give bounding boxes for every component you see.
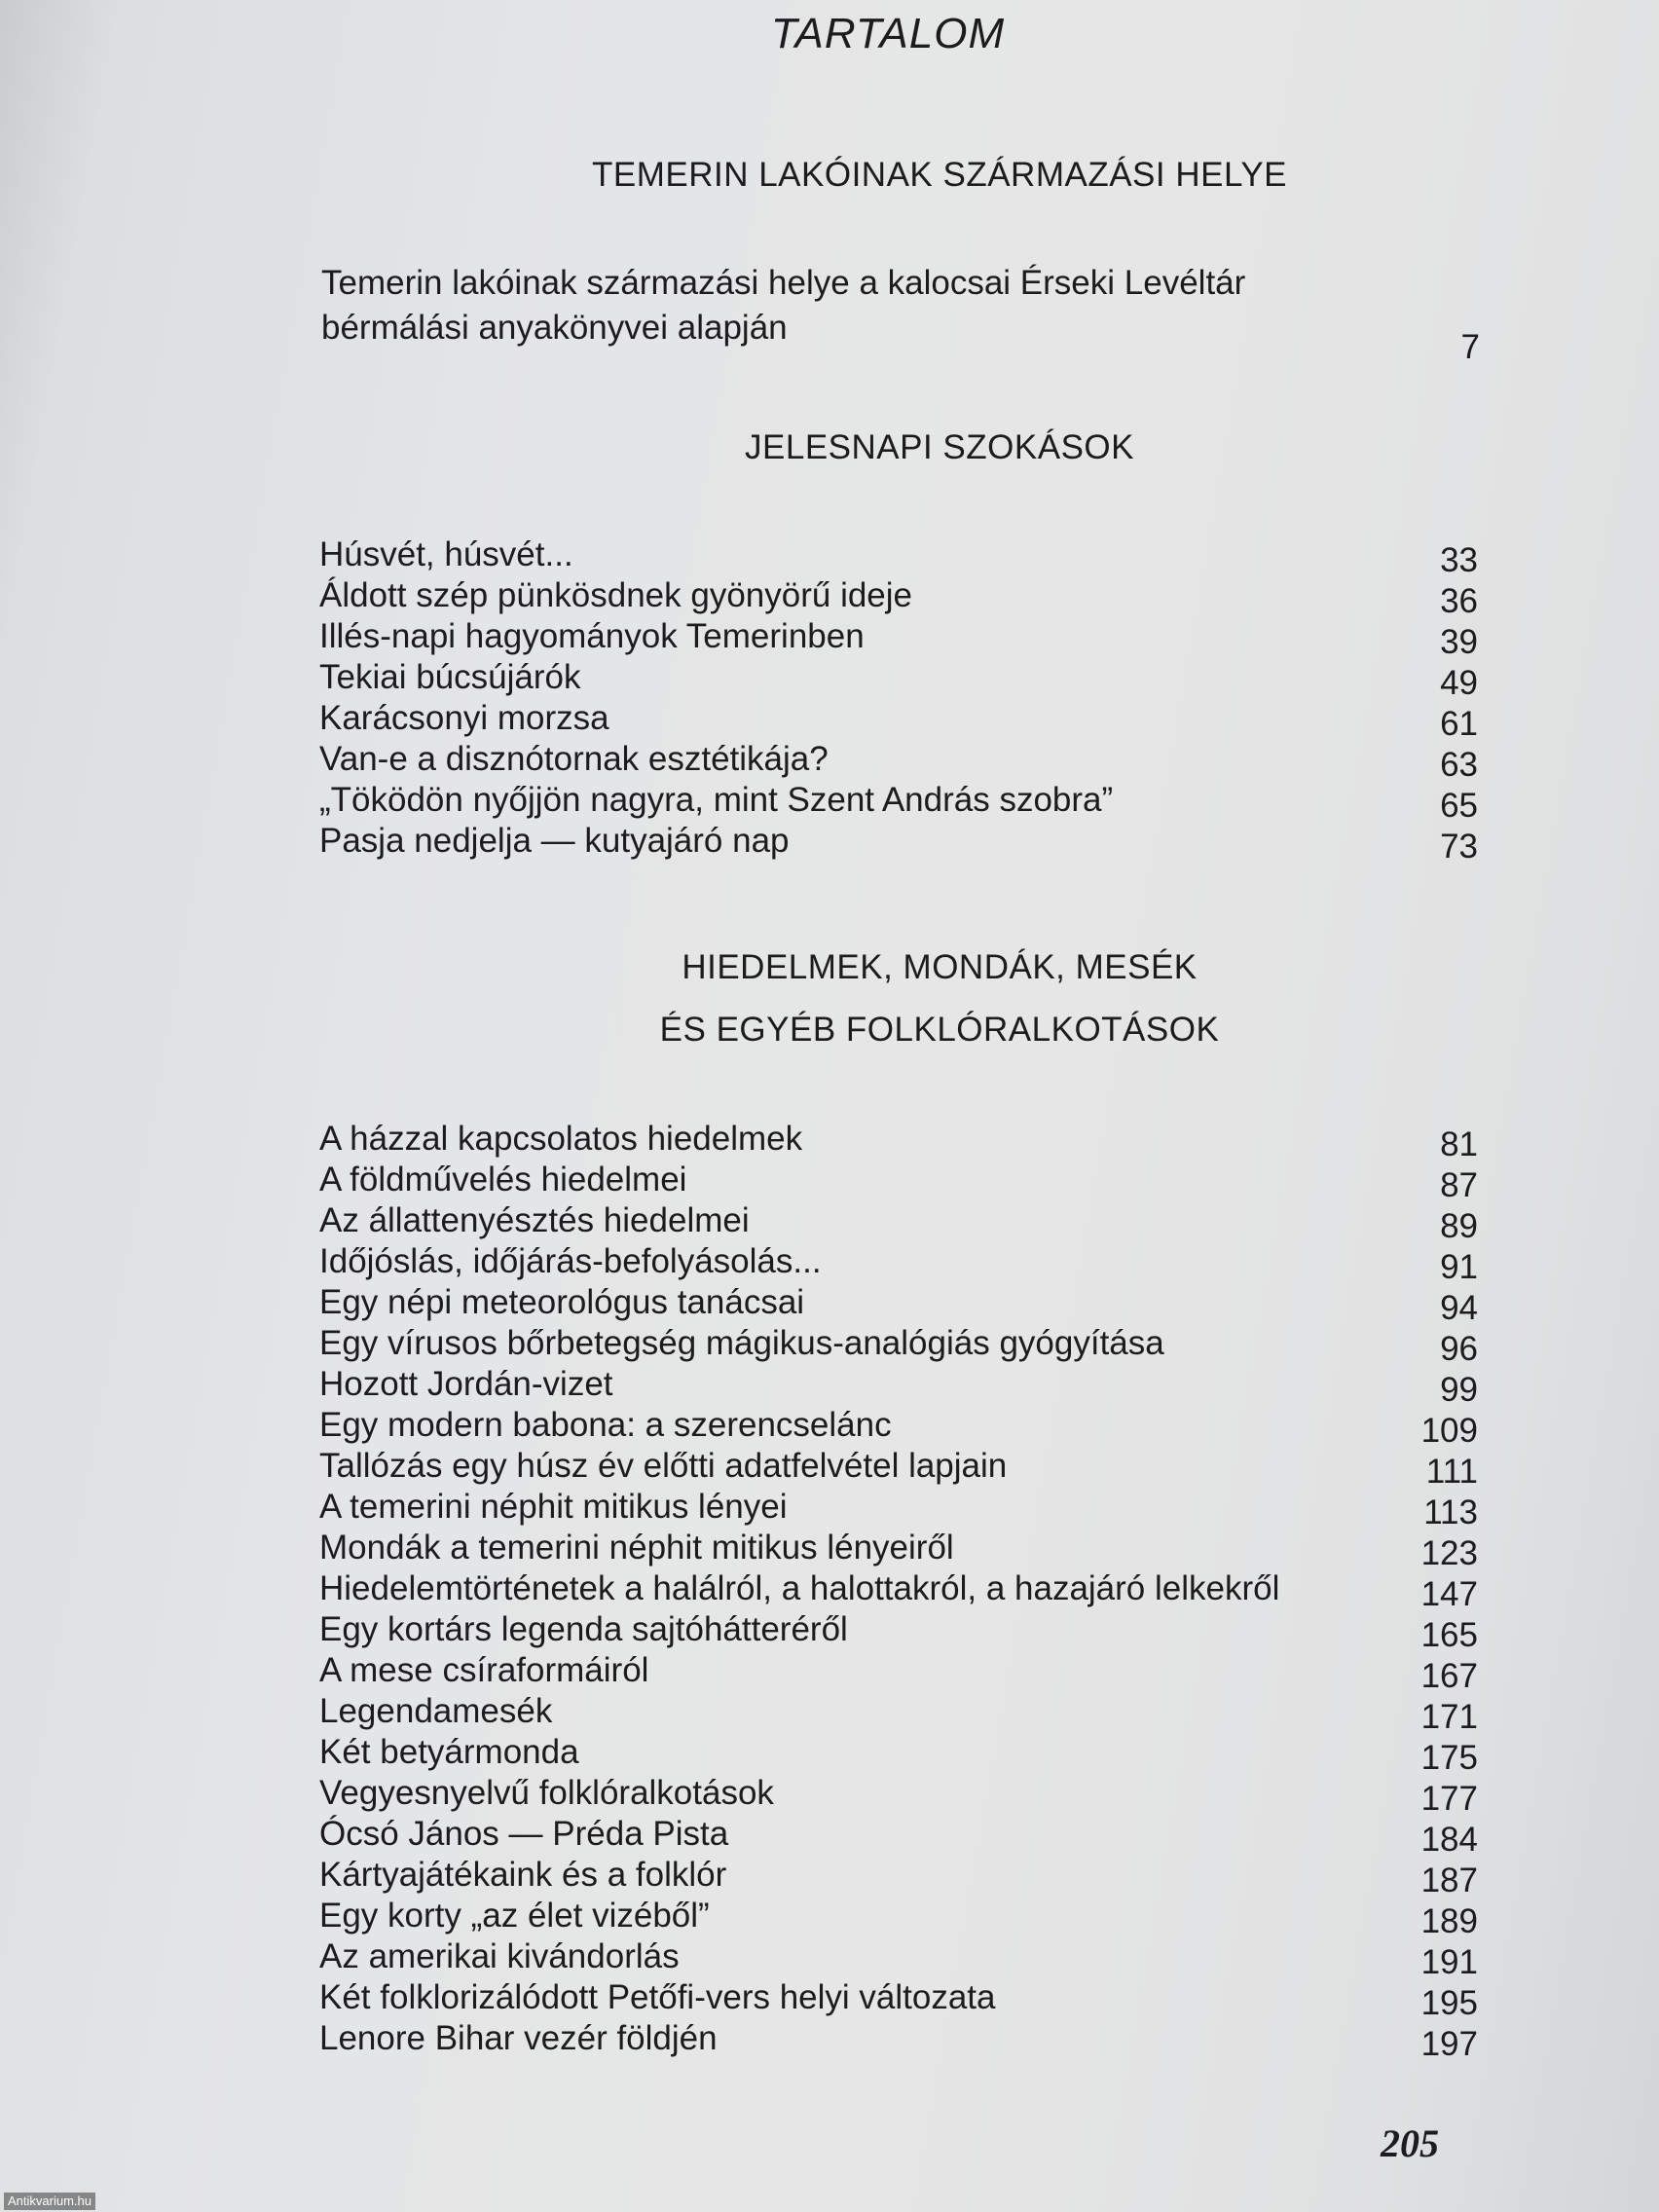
entry-title: Vegyesnyelvű folklóralkotások	[319, 1774, 774, 1812]
entry-page-number: 184	[1420, 1821, 1478, 1859]
toc-entry	[319, 656, 1478, 702]
toc-entry	[319, 534, 1478, 579]
entry-title-line: Temerin lakóinak származási helye a kalocsai Érseki Levéltár	[321, 264, 1246, 302]
toc-entry	[319, 1649, 1478, 1695]
toc-entry	[319, 1567, 1478, 1613]
entry-page-number: 111	[1425, 1453, 1478, 1491]
entry-page-number: 109	[1420, 1412, 1478, 1450]
toc-entry	[319, 1608, 1478, 1654]
toc-entry	[319, 2017, 1478, 2063]
toc-entry	[321, 261, 1480, 366]
toc-entry	[319, 1813, 1478, 1859]
entry-page-number: 147	[1420, 1575, 1478, 1613]
entry-page-number: 187	[1420, 1862, 1478, 1899]
section-heading: ÉS EGYÉB FOLKLÓRALKOTÁSOK	[659, 1011, 1220, 1049]
entry-title: Pasja nedjelja — kutyajáró nap	[319, 822, 790, 860]
toc-entry	[319, 1445, 1478, 1491]
entry-title: Tallózás egy húsz év előtti adatfelvétel lapjain	[319, 1447, 1008, 1485]
toc-entry	[319, 1976, 1478, 2022]
entry-title: Hozott Jordán-vizet	[319, 1365, 613, 1403]
toc-entry	[319, 738, 1478, 784]
entry-page-number: 195	[1420, 1984, 1478, 2022]
entry-title: A temerini néphit mitikus lényei	[319, 1488, 788, 1526]
toc-entry	[319, 1527, 1478, 1572]
entry-page-number: 91	[1440, 1248, 1478, 1286]
entry-title: A mese csíraformáiról	[319, 1651, 649, 1689]
entry-title: Kártyajátékaink és a folklór	[319, 1856, 727, 1894]
entry-page-number: 165	[1420, 1616, 1478, 1654]
toc-entry	[319, 1690, 1478, 1736]
entry-title: Van-e a disznótornak esztétikája?	[319, 740, 829, 778]
toc-entry	[319, 1363, 1478, 1409]
toc-entry	[319, 1486, 1478, 1529]
watermark: Antikvarium.hu	[4, 2193, 95, 2210]
entry-title: Egy vírusos bőrbetegség mágikus-analógiás gyógyítása	[319, 1324, 1164, 1362]
entry-title-line: bérmálási anyakönyvei alapján	[321, 309, 788, 347]
entry-title: Egy korty „az élet vizéből”	[319, 1897, 710, 1935]
entry-page-number: 7	[1460, 328, 1480, 366]
toc-entry	[319, 1936, 1478, 1981]
toc-entry	[319, 615, 1478, 661]
section-heading: TEMERIN LAKÓINAK SZÁRMAZÁSI HELYE	[591, 156, 1288, 194]
entry-title: Lenore Bihar vezér földjén	[319, 2019, 718, 2057]
entry-title: „Töködön nyőjjön nagyra, mint Szent András szobra”	[319, 781, 1114, 819]
toc-entry	[319, 1159, 1478, 1204]
entry-title: Húsvét, húsvét...	[319, 535, 573, 573]
entry-page-number: 189	[1420, 1902, 1478, 1940]
toc-entry	[319, 574, 1478, 620]
toc-entry	[319, 1118, 1478, 1161]
toc-entry	[319, 779, 1478, 825]
entry-title: Áldott szép pünkösdnek gyönyörű ideje	[319, 576, 913, 614]
toc-entry	[319, 1404, 1478, 1450]
toc-entry	[319, 1322, 1478, 1368]
entry-title: A földművelés hiedelmei	[319, 1161, 687, 1198]
entry-page-number: 61	[1440, 705, 1478, 743]
entry-title: A házzal kapcsolatos hiedelmek	[319, 1120, 803, 1158]
entry-page-number: 63	[1440, 746, 1478, 784]
toc-entry	[319, 1731, 1478, 1777]
entry-page-number: 73	[1440, 828, 1478, 866]
entry-title: Egy népi meteorológus tanácsai	[319, 1283, 805, 1321]
page-folio-number: 205	[1381, 2121, 1439, 2165]
entry-page-number: 197	[1420, 2025, 1478, 2063]
section-heading: HIEDELMEK, MONDÁK, MESÉK	[682, 948, 1198, 986]
entry-page-number: 49	[1440, 664, 1478, 702]
entry-page-number: 33	[1440, 541, 1478, 579]
toc-title: TARTALOM	[770, 10, 1006, 57]
entry-page-number: 175	[1420, 1739, 1478, 1777]
entry-page-number: 99	[1440, 1371, 1478, 1409]
toc-entry	[319, 1854, 1478, 1897]
toc-entry	[319, 1772, 1478, 1818]
entry-page-number: 191	[1420, 1943, 1478, 1981]
toc-entry	[319, 1240, 1478, 1286]
entry-title: Egy modern babona: a szerencselánc	[319, 1406, 892, 1444]
entry-title: Két folklorizálódott Petőfi-vers helyi változata	[319, 1978, 996, 2016]
entry-page-number: 36	[1440, 582, 1478, 620]
entry-title: Illés-napi hagyományok Temerinben	[319, 617, 865, 655]
entry-title: Az állattenyésztés hiedelmei	[319, 1201, 750, 1239]
entry-page-number: 94	[1440, 1289, 1478, 1327]
entry-page-number: 123	[1420, 1534, 1478, 1572]
entry-page-number: 171	[1420, 1698, 1478, 1736]
entry-title: Időjóslás, időjárás-befolyásolás...	[319, 1242, 822, 1280]
toc-entry	[319, 1895, 1478, 1940]
entry-page-number: 81	[1440, 1125, 1478, 1163]
entry-page-number: 113	[1423, 1493, 1478, 1531]
entry-title: Két betyármonda	[319, 1733, 579, 1771]
entry-page-number: 96	[1440, 1330, 1478, 1368]
entry-title: Hiedelemtörténetek a halálról, a halottakról, a hazajáró lelkekről	[319, 1569, 1280, 1607]
toc-entry	[319, 820, 1478, 866]
entry-page-number: 87	[1440, 1166, 1478, 1204]
section-heading: JELESNAPI SZOKÁSOK	[745, 428, 1134, 466]
entry-title: Karácsonyi morzsa	[319, 699, 609, 737]
entry-page-number: 39	[1440, 623, 1478, 661]
entry-title: Mondák a temerini néphit mitikus lényeiről	[319, 1529, 954, 1567]
toc-entry	[319, 1199, 1478, 1245]
toc-entry	[319, 697, 1478, 743]
entry-title: Legendamesék	[319, 1692, 553, 1730]
entry-title: Tekiai búcsújárók	[319, 658, 581, 696]
entry-page-number: 65	[1440, 787, 1478, 825]
entry-title: Egy kortárs legenda sajtóhátteréről	[319, 1610, 848, 1648]
entry-page-number: 167	[1420, 1657, 1478, 1695]
entry-page-number: 89	[1440, 1207, 1478, 1245]
entry-title: Ócsó János — Préda Pista	[319, 1815, 729, 1853]
toc-entry	[319, 1281, 1478, 1327]
entry-title: Az amerikai kivándorlás	[319, 1937, 680, 1975]
entry-page-number: 177	[1420, 1780, 1478, 1818]
